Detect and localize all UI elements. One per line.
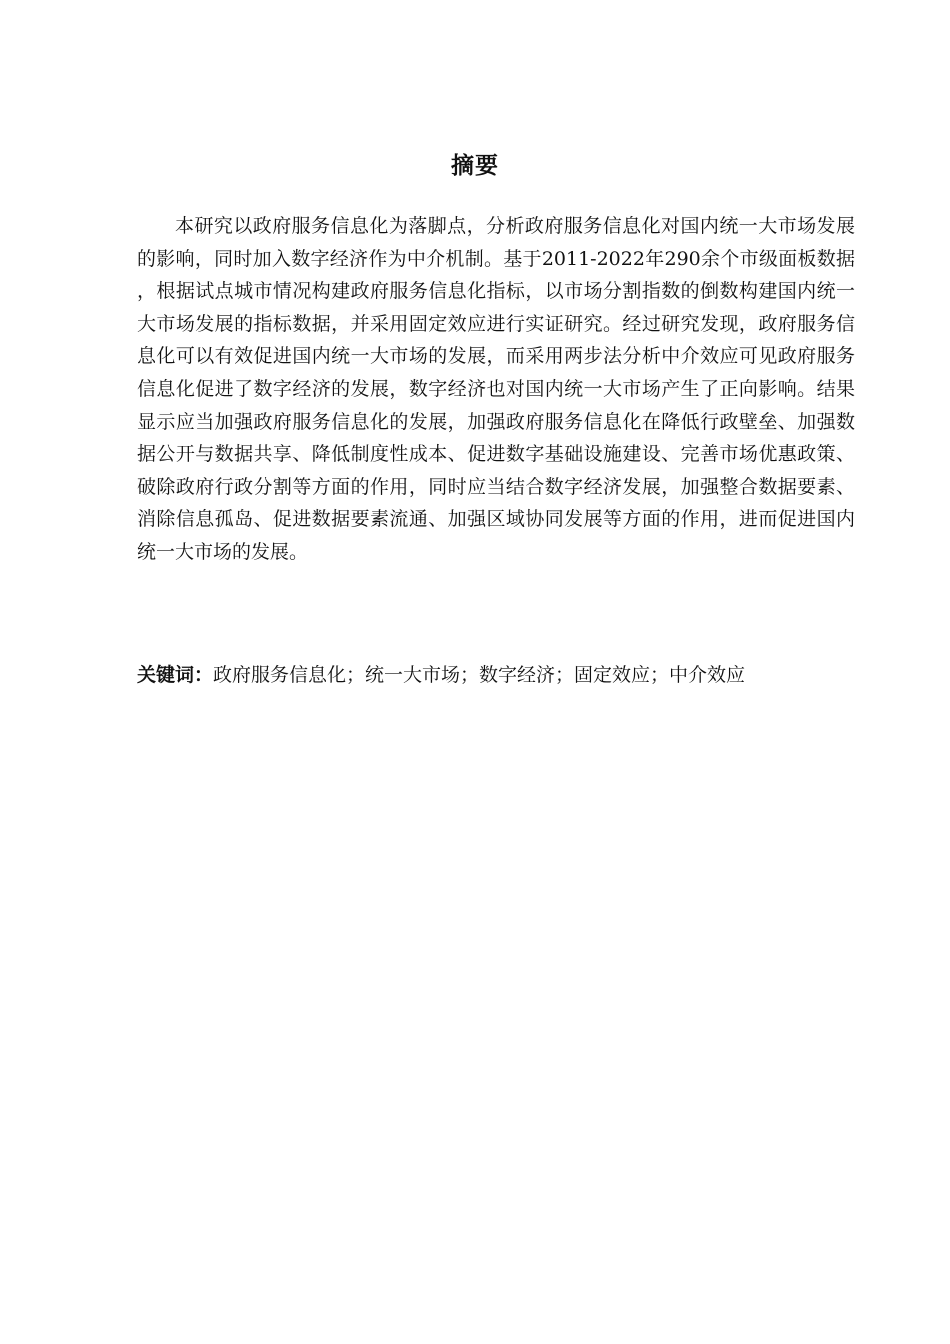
keywords-line bbox=[137, 659, 855, 692]
page-title: 摘要 bbox=[451, 153, 499, 179]
abstract-paragraph: 本研究以政府服务信息化为落脚点，分析政府服务信息化对国内统一大市场发展的影响，同时加入数字经济作为中介机制。基于2011-2022年290余个市级面板数据，根据试点城市情况构建政府服务信息化指标，以市场分割指数的倒数构建国内统一大市场发展的指标数据，并采用固定效应进行实证研究。经过研究发现，政府服务信息化可以有效促进国内统一大市场的发展，而采用两步法分析中介效应可见政府服务信息化促进了数字经济的发展，数字经济也对国内统一大市场产生了正向影响。结果显示应当加强政府服务信息化的发展，加强政府服务信息化在降低行政壁垒、加强数据公开与数据共享、降低制度性成本、促进数字基础设施建设、完善市场优惠政策、破除政府行政分割等方面的作用，同时应当结合数字经济发展，加强整合数据要素、消除信息孤岛、促进数据要素流通、加强区域协同发展等方面的作用，进而促进国内统一大市场的发展。 bbox=[137, 215, 855, 563]
keywords-label: 关键词： bbox=[137, 664, 214, 686]
keywords-text: 政府服务信息化；统一大市场；数字经济；固定效应；中介效应 bbox=[213, 664, 746, 686]
